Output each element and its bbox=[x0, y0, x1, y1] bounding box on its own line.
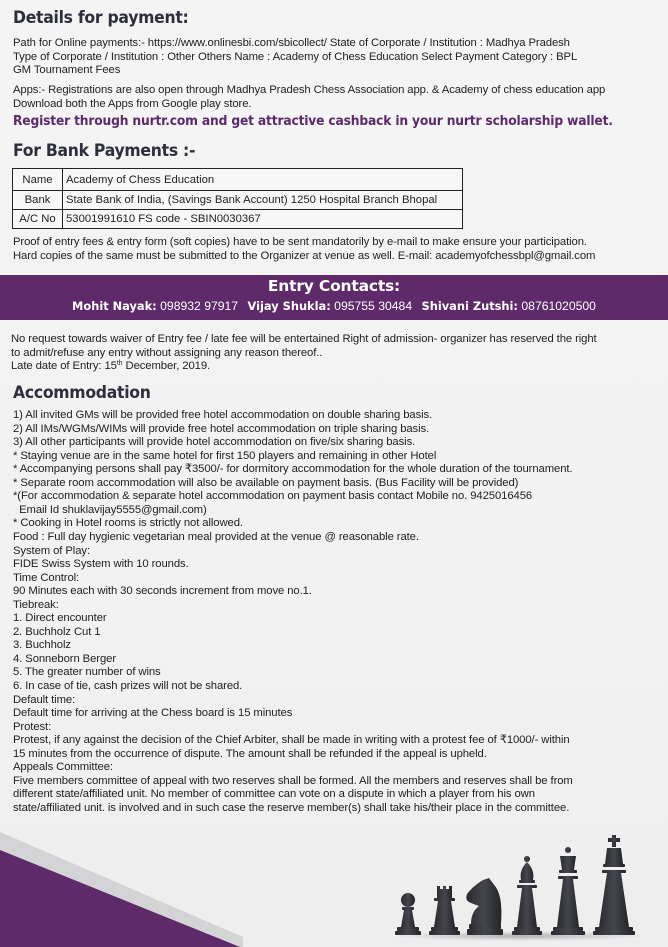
knight-icon bbox=[466, 878, 503, 935]
accommodation-line: Food : Full day hygienic vegetarian meal provided at the venue @ reasonable rate. bbox=[13, 530, 419, 543]
accommodation-line: 1) All invited GMs will be provided free hotel accommodation on double sharing basis. bbox=[13, 409, 433, 421]
accommodation-line: different state/affiliated unit. No member of committee can vote on a dispute in which a player from his own bbox=[13, 788, 535, 801]
entry-contacts-banner bbox=[0, 275, 668, 320]
accommodation-line: Tiebreak: bbox=[13, 598, 59, 611]
bishop-icon bbox=[512, 856, 542, 935]
contact-name: Vijay Shukla: bbox=[247, 299, 331, 313]
contact-phone: 08761020500 bbox=[521, 299, 596, 313]
proof-line-2: Hard copies of the same must be submitted to the Organizer at venue as well. E-mail: academyofchessbpl@gmail.com bbox=[13, 249, 596, 262]
late-date-sup: th bbox=[116, 360, 123, 367]
proof-line-1: Proof of entry fees & entry form (soft copies) have to be sent mandatorily by e-mail to make ensure your participation. bbox=[13, 236, 587, 248]
bank-value-name: Academy of Chess Education bbox=[63, 169, 463, 191]
bank-label-account: A/C No bbox=[13, 210, 63, 229]
accommodation-line: 5. The greater number of wins bbox=[13, 666, 161, 679]
accommodation-line: Protest: bbox=[13, 720, 52, 733]
accommodation-line: 90 Minutes each with 30 seconds increment from move no.1. bbox=[13, 585, 312, 598]
bank-value-bank: State Bank of India, (Savings Bank Account) 1250 Hospital Branch Bhopal bbox=[63, 191, 463, 210]
contacts-list bbox=[0, 299, 668, 313]
accommodation-line: 3. Buchholz bbox=[13, 639, 71, 652]
table-row bbox=[13, 210, 463, 229]
accommodation-heading: Accommodation bbox=[13, 383, 151, 403]
register-nurtr-callout: Register through nurtr.com and get attractive cashback in your nurtr scholarship wallet. bbox=[13, 113, 613, 129]
entry-contacts-heading: Entry Contacts: bbox=[267, 277, 401, 295]
accommodation-line: * Accompanying persons shall pay ₹3500/- for dormitory accommodation for the whole duration of the tournament. bbox=[13, 463, 573, 476]
accommodation-line: Email Id shuklavijay5555@gmail.com) bbox=[13, 503, 207, 516]
accommodation-line: * Staying venue are in the same hotel for first 150 players and remaining in other Hotel bbox=[13, 449, 437, 462]
contact-name: Mohit Nayak: bbox=[72, 299, 157, 313]
accommodation-line: 6. In case of tie, cash prizes will not be shared. bbox=[13, 680, 243, 692]
waiver-notice-line-2: to admit/refuse any entry without assigning any reason thereof.. bbox=[11, 346, 323, 359]
accommodation-line: Time Control: bbox=[13, 571, 80, 584]
contact-item bbox=[72, 299, 238, 313]
table-row bbox=[13, 169, 463, 191]
accommodation-line: 2) All IMs/WGMs/WIMs will provide free hotel accommodation on triple sharing basis. bbox=[13, 422, 430, 435]
accommodation-line: 15 minutes from the occurrence of dispute. The amount shall be refunded if the appeal is upheld. bbox=[13, 747, 487, 760]
chess-pieces-illustration bbox=[385, 830, 645, 947]
accommodation-line: state/affiliated unit. is involved and in such case the reserve member(s) shall take his/their place in the committee. bbox=[13, 801, 570, 814]
bank-label-bank: Bank bbox=[13, 191, 63, 210]
queen-icon bbox=[551, 847, 585, 935]
payment-heading: Details for payment: bbox=[13, 8, 189, 28]
accommodation-line: * Cooking in Hotel rooms is strictly not allowed. bbox=[13, 517, 243, 530]
accommodation-line: 4. Sonneborn Berger bbox=[13, 652, 116, 665]
bank-value-account: 53001991610 FS code - SBIN0030367 bbox=[63, 210, 463, 229]
online-payment-line-2: Type of Corporate / Institution : Other Others Name : Academy of Chess Education Select Payment Category : BPL bbox=[13, 50, 578, 63]
online-payment-line-1: Path for Online payments:- https://www.onlinesbi.com/sbicollect/ State of Corporate / Institution : Madhya Pradesh bbox=[13, 37, 570, 49]
bank-details-table bbox=[12, 168, 463, 229]
accommodation-line: FIDE Swiss System with 10 rounds. bbox=[13, 558, 189, 571]
king-icon bbox=[593, 835, 635, 935]
accommodation-line: Appeals Committee: bbox=[13, 761, 113, 774]
accommodation-line: Default time for arriving at the Chess board is 15 minutes bbox=[13, 707, 293, 720]
late-date-suffix: December, 2019. bbox=[122, 360, 211, 372]
accommodation-line: *(For accommodation & separate hotel accommodation on payment basis contact Mobile no. 9425016456 bbox=[13, 490, 533, 503]
contact-phone: 098932 97917 bbox=[160, 299, 239, 313]
contact-phone: 095755 30484 bbox=[334, 299, 413, 313]
bank-heading: For Bank Payments :- bbox=[13, 141, 196, 161]
accommodation-line: Protest, if any against the decision of the Chief Arbiter, shall be made in writing with a protest fee of ₹1000/- within bbox=[13, 734, 570, 747]
table-row bbox=[13, 191, 463, 210]
accommodation-line: 1. Direct encounter bbox=[13, 612, 107, 625]
rook-icon bbox=[429, 886, 460, 935]
accommodation-line: Five members committee of appeal with two reserves shall be formed. All the members and reserves shall be from bbox=[13, 774, 573, 787]
accommodation-line: 3) All other participants will provide hotel accommodation on five/six sharing basis. bbox=[13, 436, 416, 449]
contact-item bbox=[422, 299, 596, 313]
pawn-icon bbox=[395, 893, 421, 935]
contact-item bbox=[247, 299, 412, 313]
bank-label-name: Name bbox=[13, 169, 63, 191]
accommodation-line: * Separate room accommodation will also be available on payment basis. (Bus Facility will be provided) bbox=[13, 476, 519, 489]
corner-decoration bbox=[0, 820, 300, 947]
apps-line-2: Download both the Apps from Google play store. bbox=[13, 97, 252, 110]
online-payment-line-3: GM Tournament Fees bbox=[13, 64, 121, 76]
apps-line-1: Apps:- Registrations are also open through Madhya Pradesh Chess Association app. & Academy of chess education app bbox=[13, 84, 606, 96]
accommodation-line: 2. Buchholz Cut 1 bbox=[13, 625, 101, 638]
late-date-line bbox=[11, 360, 210, 373]
contact-name: Shivani Zutshi: bbox=[421, 299, 518, 313]
accommodation-line: System of Play: bbox=[13, 544, 90, 557]
accommodation-line: Default time: bbox=[13, 693, 76, 706]
late-date-prefix: Late date of Entry: 15 bbox=[11, 360, 117, 372]
waiver-notice-line-1: No request towards waiver of Entry fee / late fee will be entertained Right of admission- organizer has reserved the right bbox=[11, 333, 597, 345]
